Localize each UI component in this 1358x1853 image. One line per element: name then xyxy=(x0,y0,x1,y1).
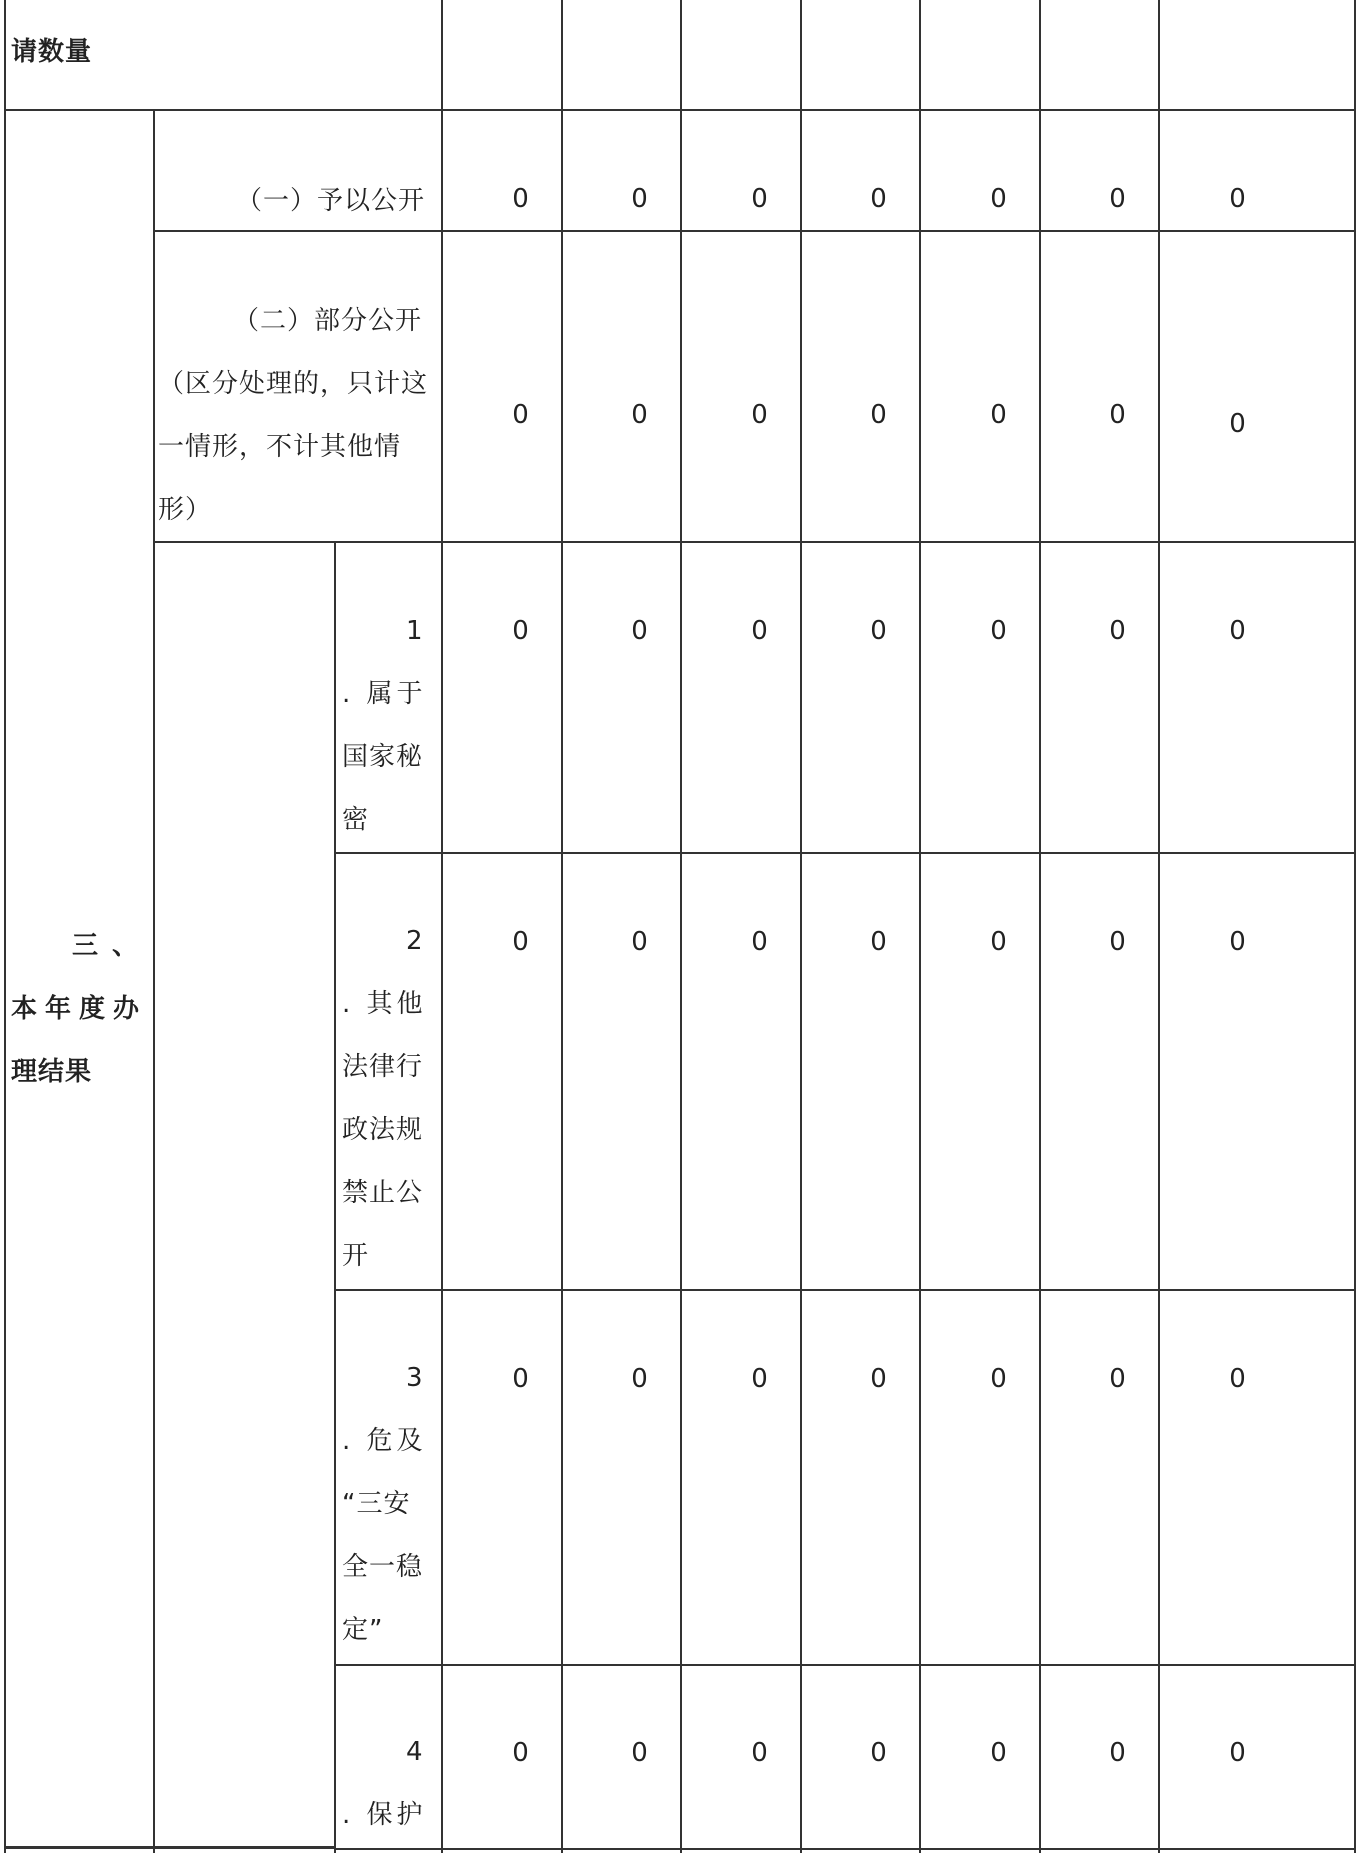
cell-value: 0 xyxy=(751,1364,768,1394)
cell-value: 0 xyxy=(1109,1738,1126,1768)
sub-row-label-three-safety: 3 xyxy=(406,1363,424,1393)
grid-line xyxy=(334,1664,1356,1666)
grid-line xyxy=(153,110,155,1853)
sub-row-label-state-secret: 密 xyxy=(342,805,370,835)
cell-value: 0 xyxy=(1229,409,1246,439)
cell-value: 0 xyxy=(1229,616,1246,646)
sub-row-label-three-safety: . 危及 xyxy=(342,1426,427,1456)
sub-row-label-state-secret: 国家秘 xyxy=(342,742,424,772)
cell-value: 0 xyxy=(512,184,529,214)
cell-value: 0 xyxy=(1229,1364,1246,1394)
cell-value: 0 xyxy=(870,927,887,957)
section-label-line: 三、 xyxy=(72,931,153,961)
sub-row-label-state-secret: 1 xyxy=(406,616,424,646)
cell-value: 0 xyxy=(870,1364,887,1394)
cell-value: 0 xyxy=(1109,616,1126,646)
cell-value: 0 xyxy=(990,400,1007,430)
grid-line xyxy=(334,1848,1356,1850)
sub-row-label-prohibited-by-law: . 其他 xyxy=(342,989,427,1019)
cell-value: 0 xyxy=(631,1738,648,1768)
cell-value: 0 xyxy=(870,400,887,430)
cell-value: 0 xyxy=(870,616,887,646)
row-label-partially-disclosed: （区分处理的，只计这 xyxy=(158,369,429,399)
grid-line xyxy=(334,1289,1356,1291)
row-label-partially-disclosed: （二）部分公开 xyxy=(233,306,423,336)
grid-line-bold xyxy=(4,1846,334,1849)
sub-row-label-prohibited-by-law: 2 xyxy=(406,926,424,956)
table-border-right xyxy=(1354,0,1356,1853)
sub-row-label-prohibited-by-law: 法律行 xyxy=(342,1052,424,1082)
row-label-partially-disclosed: 形） xyxy=(158,495,213,525)
cell-value: 0 xyxy=(1229,927,1246,957)
cell-value: 0 xyxy=(990,1738,1007,1768)
cell-value: 0 xyxy=(631,616,648,646)
cell-value: 0 xyxy=(990,184,1007,214)
sub-row-label-three-safety: 全一稳 xyxy=(342,1552,424,1582)
cell-value: 0 xyxy=(870,1738,887,1768)
cell-value: 0 xyxy=(512,1364,529,1394)
cell-value: 0 xyxy=(512,400,529,430)
cell-value: 0 xyxy=(751,616,768,646)
sub-row-label-protection: 4 xyxy=(406,1737,424,1767)
cell-value: 0 xyxy=(631,927,648,957)
cell-value: 0 xyxy=(1229,1738,1246,1768)
sub-row-label-state-secret: . 属于 xyxy=(342,679,427,709)
cell-value: 0 xyxy=(1109,927,1126,957)
grid-line xyxy=(153,541,1356,543)
grid-line xyxy=(441,0,443,1853)
table-border-left xyxy=(4,0,6,1853)
cell-value: 0 xyxy=(751,400,768,430)
cell-value: 0 xyxy=(990,927,1007,957)
cell-value: 0 xyxy=(1109,184,1126,214)
sub-row-label-prohibited-by-law: 政法规 xyxy=(342,1115,424,1145)
sub-row-label-three-safety: “三安 xyxy=(342,1489,411,1519)
cell-value: 0 xyxy=(1109,400,1126,430)
cell-value: 0 xyxy=(631,400,648,430)
cell-value: 0 xyxy=(990,616,1007,646)
grid-line xyxy=(4,109,1356,111)
cell-value: 0 xyxy=(631,184,648,214)
cell-value: 0 xyxy=(751,184,768,214)
cell-value: 0 xyxy=(1229,184,1246,214)
cell-value: 0 xyxy=(870,184,887,214)
header-row-label: 请数量 xyxy=(11,37,93,67)
sub-row-label-prohibited-by-law: 开 xyxy=(342,1241,370,1271)
sub-row-label-protection: . 保护 xyxy=(342,1800,427,1830)
sub-row-label-prohibited-by-law: 禁止公 xyxy=(342,1178,424,1208)
cell-value: 0 xyxy=(512,1738,529,1768)
cell-value: 0 xyxy=(751,1738,768,1768)
grid-line xyxy=(334,852,1356,854)
cell-value: 0 xyxy=(512,616,529,646)
cell-value: 0 xyxy=(751,927,768,957)
cell-value: 0 xyxy=(631,1364,648,1394)
section-label-line: 本年度办 xyxy=(11,994,148,1024)
cell-value: 0 xyxy=(990,1364,1007,1394)
cell-value: 0 xyxy=(1109,1364,1126,1394)
section-label-line: 理结果 xyxy=(11,1057,93,1087)
row-label-fully-disclosed: （一）予以公开 xyxy=(236,186,426,216)
cell-value: 0 xyxy=(512,927,529,957)
row-label-partially-disclosed: 一情形，不计其他情 xyxy=(158,432,402,462)
grid-line xyxy=(334,541,336,1853)
sub-row-label-three-safety: 定” xyxy=(342,1615,384,1645)
